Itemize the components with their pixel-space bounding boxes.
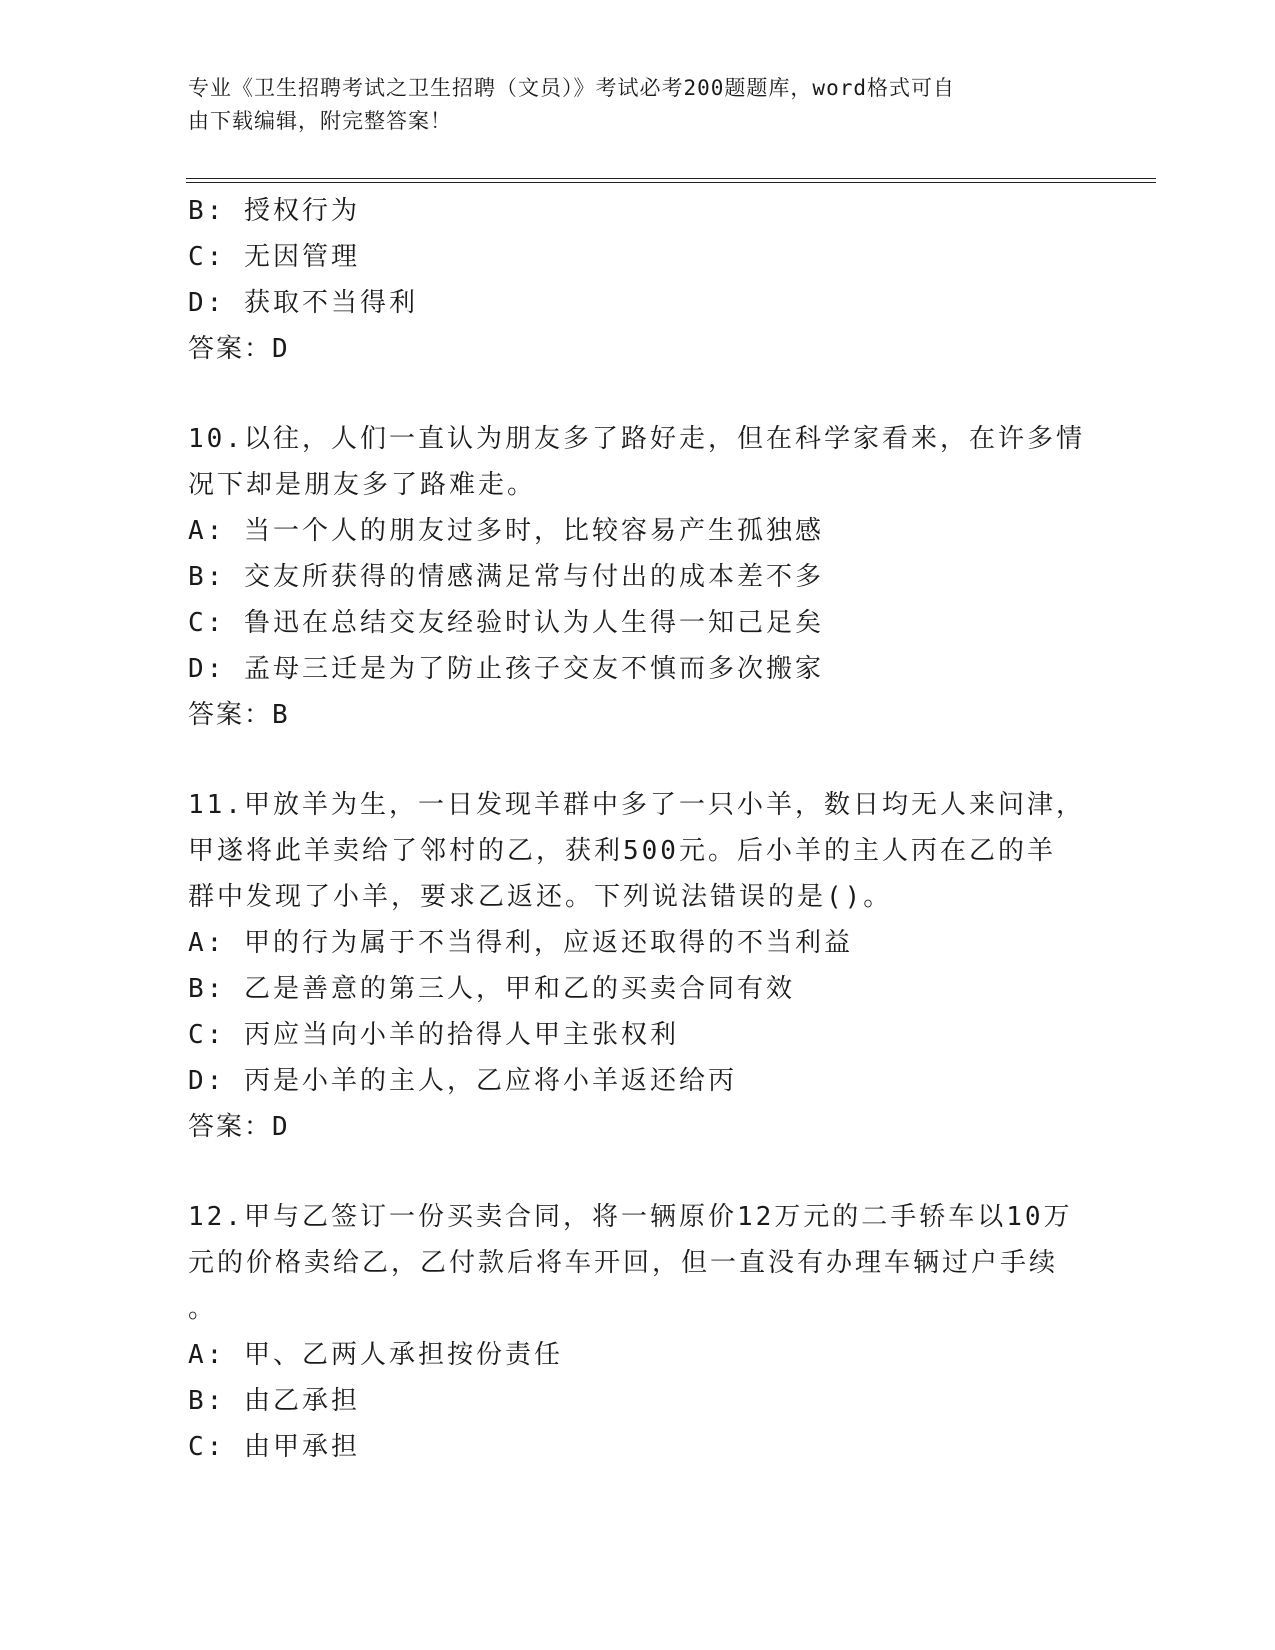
option-c: C: 无因管理 xyxy=(188,242,360,272)
question-stem-line: 甲遂将此羊卖给了邻村的乙，获利500元。后小羊的主人丙在乙的羊 xyxy=(188,836,1056,866)
answer-label: 答案： xyxy=(188,1112,273,1142)
option-c: C: 鲁迅在总结交友经验时认为人生得一知己足矣 xyxy=(188,608,824,638)
option-a: A: 甲、乙两人承担按份责任 xyxy=(188,1340,563,1370)
spacer xyxy=(188,372,1088,416)
answer-value: D xyxy=(272,334,289,364)
answer-value: D xyxy=(272,1112,289,1142)
spacer xyxy=(188,1150,1088,1194)
answer-line xyxy=(188,326,1088,372)
question-10 xyxy=(188,416,1088,738)
question-stem-line: 12.甲与乙签订一份买卖合同，将一辆原价12万元的二手轿车以10万 xyxy=(188,1202,1073,1232)
answer-label: 答案： xyxy=(188,700,273,730)
question-stem-line: 10.以往，人们一直认为朋友多了路好走，但在科学家看来，在许多情 xyxy=(188,424,1085,454)
option-c: C: 由甲承担 xyxy=(188,1432,360,1462)
spacer xyxy=(188,738,1088,782)
question-12 xyxy=(188,1194,1088,1470)
option-b: B: 交友所获得的情感满足常与付出的成本差不多 xyxy=(188,562,824,592)
question-9-continuation xyxy=(188,188,1088,372)
question-list xyxy=(188,188,1088,1470)
question-stem-line: 况下却是朋友多了路难走。 xyxy=(188,470,537,500)
question-stem-line: 11.甲放羊为生，一日发现羊群中多了一只小羊，数日均无人来问津， xyxy=(188,790,1085,820)
document-header xyxy=(188,72,1068,138)
option-c: C: 丙应当向小羊的拾得人甲主张权利 xyxy=(188,1020,679,1050)
answer-label: 答案： xyxy=(188,334,273,364)
option-b: B: 授权行为 xyxy=(188,196,360,226)
option-d: D: 获取不当得利 xyxy=(188,288,418,318)
header-line-2: 由下载编辑，附完整答案！ xyxy=(188,109,452,133)
question-stem-line: 元的价格卖给乙，乙付款后将车开回，但一直没有办理车辆过户手续 xyxy=(188,1248,1059,1278)
option-a: A: 甲的行为属于不当得利，应返还取得的不当利益 xyxy=(188,928,853,958)
option-b: B: 乙是善意的第三人，甲和乙的买卖合同有效 xyxy=(188,974,795,1004)
answer-line xyxy=(188,1104,1088,1150)
question-stem-line: 。 xyxy=(188,1294,218,1324)
answer-line xyxy=(188,692,1088,738)
answer-value: B xyxy=(272,700,289,730)
option-a: A: 当一个人的朋友过多时，比较容易产生孤独感 xyxy=(188,516,824,546)
option-d: D: 孟母三迁是为了防止孩子交友不慎而多次搬家 xyxy=(188,654,824,684)
option-b: B: 由乙承担 xyxy=(188,1386,360,1416)
question-11 xyxy=(188,782,1088,1150)
question-stem-line: 群中发现了小羊，要求乙返还。下列说法错误的是()。 xyxy=(188,882,893,912)
header-divider xyxy=(186,178,1156,183)
option-d: D: 丙是小羊的主人，乙应将小羊返还给丙 xyxy=(188,1066,737,1096)
header-line-1: 专业《卫生招聘考试之卫生招聘（文员）》考试必考200题题库，word格式可自 xyxy=(188,76,955,100)
